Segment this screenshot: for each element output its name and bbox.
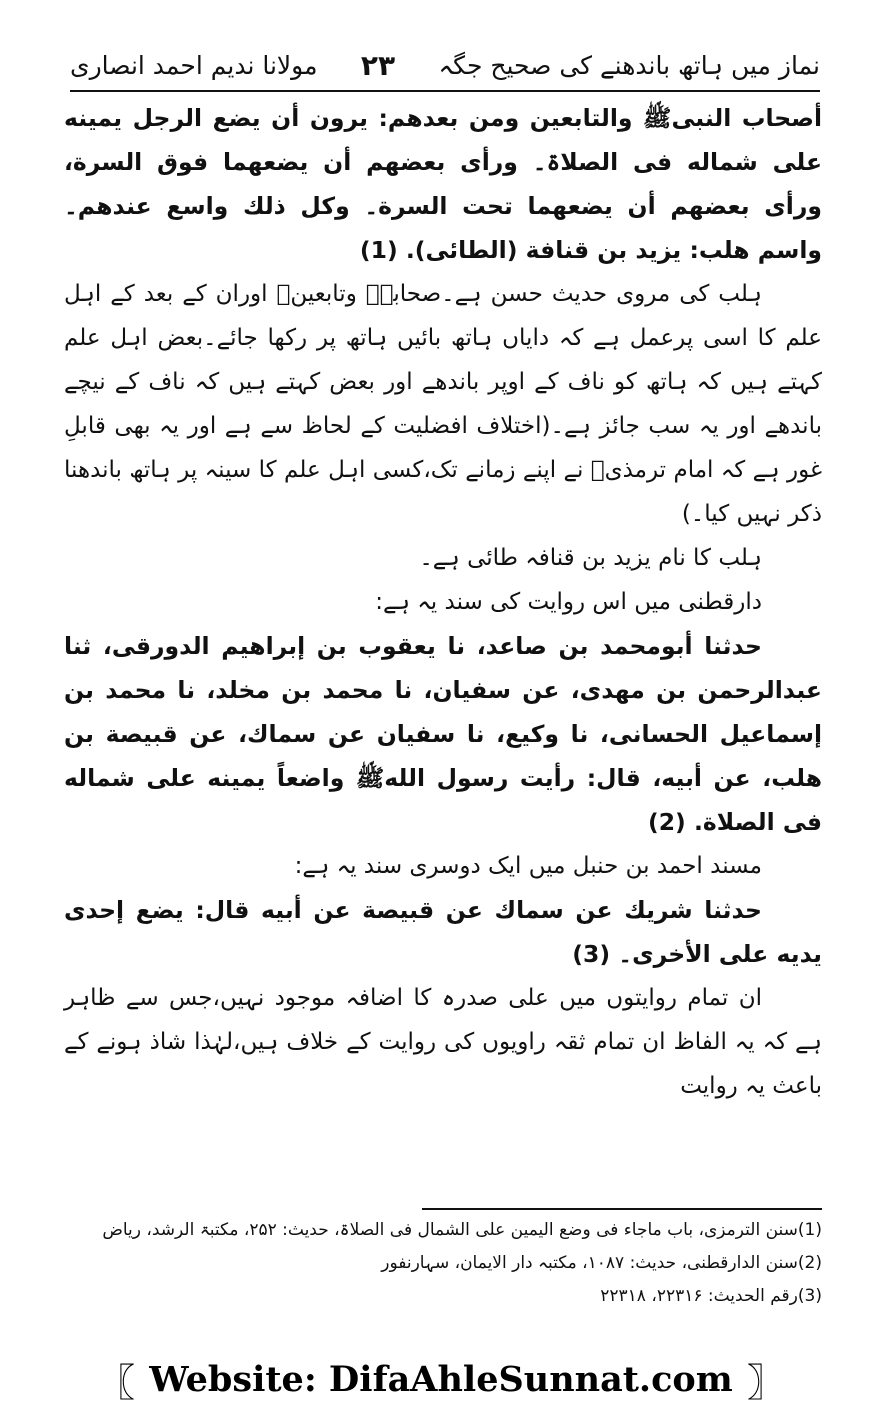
arabic-paragraph-3: حدثنا شريك عن سماك عن قبيصة عن أبيه قال: يضع إحدی يديه علی الأخری۔ (3) [64,896,822,968]
urdu-paragraph-4: مسند احمد بن حنبل میں ایک دوسری سند یہ ہے: [294,853,762,879]
footnote-separator [422,1208,822,1210]
urdu-paragraph-2: ہلب کا نام یزید بن قنافہ طائی ہے۔ [419,545,762,571]
close-bracket-icon: 〗 [746,1360,785,1405]
urdu-paragraph-1: ہلب کی مروی حدیث حسن ہے۔صحابہؓ وتابعینؒ اوران کے بعد کے اہل علم کا اسی پرعمل ہے کہ دایاں ہاتھ بائیں ہاتھ پر رکھا جائے۔بعض اہل علم کہتے ہیں کہ ہاتھ کو ناف کے اوپر باندھے اور بعض کہتے ہیں کہ ناف کے نیچے باندھے اور یہ سب جائز ہے۔(اختلاف افضلیت کے لحاظ سے ہے اور یہ بھی قابلِ غور ہے کہ امام ترمذیؒ نے اپنے زمانے تک،کسی اہل علم کا سینہ پر ہاتھ باندھنا ذکر نہیں کیا۔) [64,281,822,527]
urdu-paragraph-5: ان تمام روایتوں میں علی صدرہ کا اضافہ موجود نہیں،جس سے ظاہر ہے کہ یہ الفاظ ان تمام ثقہ راویوں کی روایت کے خلاف ہیں،لہٰذا شاذ ہونے کے باعث یہ روایت [64,985,822,1099]
open-bracket-icon: 〖 [97,1360,136,1405]
footnotes [64,1214,822,1313]
footnote-3: (3)رقم الحدیث: ۲۲۳۱۶، ۲۲۳۱۸ [600,1286,822,1306]
arabic-paragraph-2: حدثنا أبومحمد بن صاعد، نا يعقوب بن إبراهيم الدورقی، ثنا عبدالرحمن بن مهدی، عن سفيان، نا محمد بن مخلد، نا محمد بن إسماعيل الحسانی، نا وكيع، نا سفيان عن سماك، عن قبيصة بن هلب، عن أبيه، قال: رأيت رسول اللهﷺ واضعاً يمينه علی شماله فی الصلاة. (2) [64,632,822,836]
page-body [64,96,822,1108]
footnote-2: (2)سنن الدارقطنی، حدیث: ۱۰۸۷، مکتبہ دار الایمان، سہارنفور [381,1253,822,1273]
urdu-paragraph-3: دارقطنی میں اس روایت کی سند یہ ہے: [375,589,762,615]
page-number: ۲۳ [360,48,396,82]
book-title: نماز میں ہاتھ باندھنے کی صحیح جگہ [438,50,820,80]
arabic-paragraph-1: أصحاب النبیﷺ والتابعين ومن بعدهم: يرون أن يضع الرجل يمينه علی شماله فی الصلاۃ۔ ورأی بعضهم أن يضعهما فوق السرة، ورأی بعضهم أن يضعهما تحت السرة۔ وكل ذلك واسع عندهم۔ واسم هلب: يزيد بن قنافة (الطائی). (1) [64,104,822,264]
website-banner [70,1354,812,1404]
page-header [70,40,820,92]
website-label: Website: DifaAhleSunnat.com [149,1358,733,1400]
footnote-1: (1)سنن الترمزی، باب ماجاء فی وضع الیمین علی الشمال فی الصلاۃ، حدیث: ۲۵۲، مکتبۃ الرشد، ریاض [102,1220,822,1240]
author-name: مولانا ندیم احمد انصاری [70,50,318,80]
